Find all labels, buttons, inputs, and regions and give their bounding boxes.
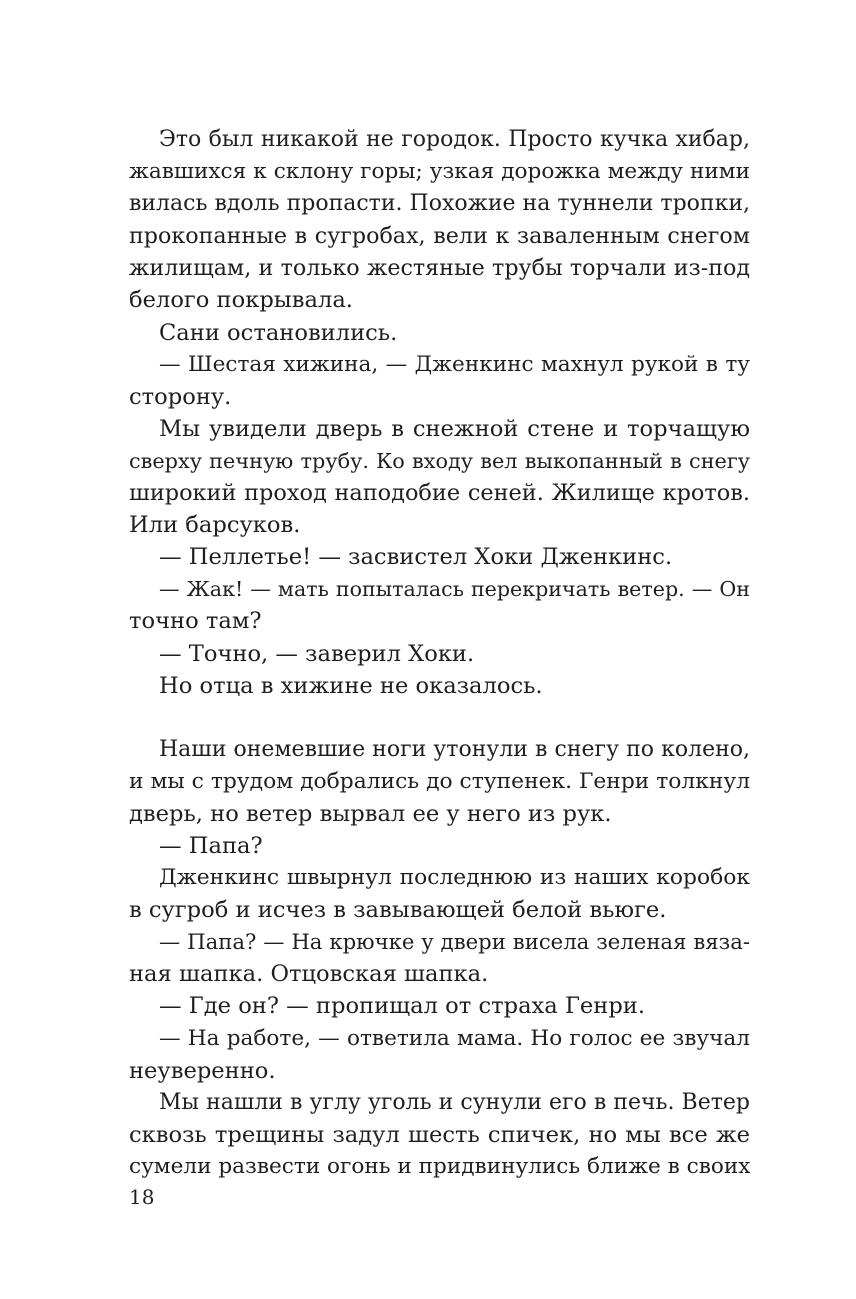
paragraph-14: [129, 1023, 750, 1087]
text-line: дверь, но ветер вырвал ее у него из рук.: [129, 800, 612, 827]
text-line: — Пеллетье! — засвистел Хоки Дженкинс.: [159, 544, 673, 571]
text-line: Или барсуков.: [129, 512, 301, 539]
paragraph-4: [129, 413, 750, 541]
text-line: сторону.: [129, 383, 232, 410]
text-line: жавшихся к склону горы; узкая дорожка между ними: [129, 159, 750, 185]
text-line: сумели развести огонь и придвинулись ближе в своих: [129, 1153, 750, 1179]
text-line: — Точно, — заверил Хоки.: [159, 640, 475, 667]
text-line: ная шапка. Отцовская шапка.: [129, 961, 489, 988]
page-number: 18: [129, 1185, 155, 1209]
text-line: — Папа? — На крючке у двери висела зеленая вяза-: [159, 929, 750, 955]
paragraph-3: [129, 349, 750, 413]
paragraph-9: [129, 734, 750, 830]
text-line: Мы нашли в углу уголь и сунули его в печь. Ветер: [159, 1089, 750, 1115]
text-line: Мы увидели дверь в снежной стене и торчащую: [159, 415, 750, 442]
paragraph-8: [129, 670, 750, 702]
text-line: широкий проход наподобие сеней. Жилище кротов.: [129, 480, 750, 507]
paragraph-7: [129, 638, 750, 670]
text-line: — Папа?: [159, 832, 263, 859]
paragraph-2: [129, 317, 750, 349]
text-line: — На работе, — ответила мама. Но голос ее звучал: [159, 1025, 750, 1051]
text-line: точно там?: [129, 608, 262, 635]
paragraph-13: [129, 990, 750, 1022]
text-line: жилищам, и только жестяные трубы торчали из-под: [129, 255, 750, 282]
paragraph-6: [129, 573, 750, 637]
paragraph-1: [129, 124, 750, 317]
text-line: неуверенно.: [129, 1057, 276, 1084]
section-break: [129, 702, 750, 734]
text-line: — Жак! — мать попыталась перекричать ветер. — Он: [159, 577, 750, 602]
text-line: Сани остановились.: [159, 319, 398, 346]
text-line: Наши онемевшие ноги утонули в снегу по колено,: [159, 736, 750, 762]
paragraph-15: [129, 1087, 750, 1183]
text-line: сквозь трещины задул шесть спичек, но мы все же: [129, 1121, 750, 1148]
paragraph-10: [129, 830, 750, 862]
paragraph-12: [129, 926, 750, 990]
paragraph-5: [129, 541, 750, 573]
text-line: и мы с трудом добрались до ступенек. Генри толкнул: [129, 768, 750, 794]
text-line: в сугроб и исчез в завывающей белой вьюге.: [129, 897, 667, 924]
text-line: прокопанные в сугробах, вели к заваленным снегом: [129, 223, 750, 250]
text-line: Но отца в хижине не оказалось.: [159, 672, 543, 699]
text-line: Дженкинс швырнул последнюю из наших коробок: [159, 865, 750, 891]
page-body-text: [129, 124, 750, 1183]
paragraph-11: [129, 862, 750, 926]
text-line: белого покрывала.: [129, 287, 353, 314]
text-line: сверху печную трубу. Ко входу вел выкопанный в снегу: [129, 448, 750, 473]
text-line: Это был никакой не городок. Просто кучка хибар,: [159, 127, 750, 152]
text-line: — Где он? — пропищал от страха Генри.: [159, 993, 646, 1020]
text-line: вилась вдоль пропасти. Похожие на туннели тропки,: [129, 191, 750, 217]
text-line: — Шестая хижина, — Дженкинс махнул рукой в ту: [159, 351, 750, 377]
